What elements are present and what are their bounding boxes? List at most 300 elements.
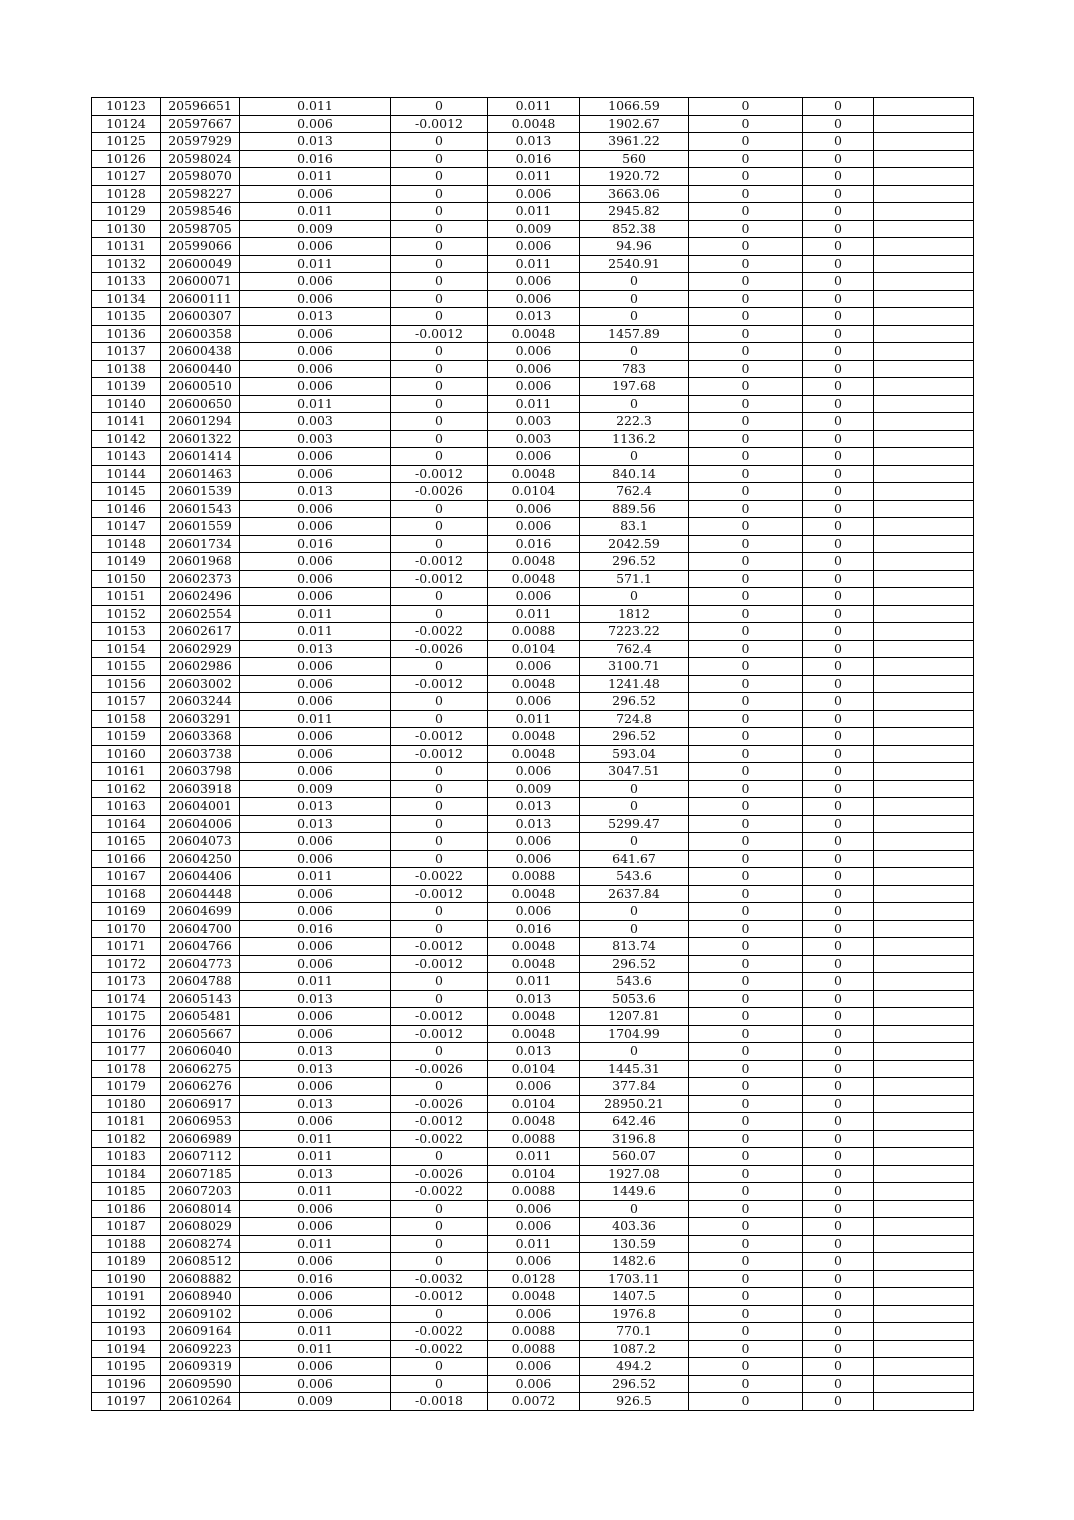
empty-cell: [874, 1305, 974, 1323]
rate-cell: 0.013: [240, 1043, 391, 1061]
id-cell: 20601968: [161, 553, 240, 571]
table-row: [92, 413, 974, 431]
net-rate-cell: 0.0088: [488, 1340, 580, 1358]
empty-cell: [874, 728, 974, 746]
adjustment-cell: 0: [391, 255, 488, 273]
net-rate-cell: 0.006: [488, 693, 580, 711]
table-row: [92, 483, 974, 501]
adjustment-cell: 0: [391, 1078, 488, 1096]
adjustment-cell: -0.0012: [391, 955, 488, 973]
rate-cell: 0.013: [240, 308, 391, 326]
row-number-cell: 10190: [92, 1270, 161, 1288]
id-cell: 20600510: [161, 378, 240, 396]
amount-cell: 0: [580, 308, 689, 326]
empty-cell: [874, 1008, 974, 1026]
net-rate-cell: 0.006: [488, 833, 580, 851]
row-number-cell: 10189: [92, 1253, 161, 1271]
value-a-cell: 0: [689, 938, 803, 956]
value-a-cell: 0: [689, 868, 803, 886]
value-a-cell: 0: [689, 500, 803, 518]
id-cell: 20605481: [161, 1008, 240, 1026]
rate-cell: 0.006: [240, 378, 391, 396]
adjustment-cell: -0.0022: [391, 1183, 488, 1201]
amount-cell: 762.4: [580, 640, 689, 658]
id-cell: 20598227: [161, 185, 240, 203]
value-a-cell: 0: [689, 238, 803, 256]
value-a-cell: 0: [689, 710, 803, 728]
table-row: [92, 553, 974, 571]
value-a-cell: 0: [689, 220, 803, 238]
row-number-cell: 10136: [92, 325, 161, 343]
adjustment-cell: -0.0012: [391, 1008, 488, 1026]
id-cell: 20608014: [161, 1200, 240, 1218]
adjustment-cell: 0: [391, 1305, 488, 1323]
value-b-cell: 0: [803, 903, 874, 921]
rate-cell: 0.006: [240, 1200, 391, 1218]
row-number-cell: 10197: [92, 1393, 161, 1411]
net-rate-cell: 0.0048: [488, 938, 580, 956]
row-number-cell: 10168: [92, 885, 161, 903]
net-rate-cell: 0.006: [488, 658, 580, 676]
row-number-cell: 10172: [92, 955, 161, 973]
net-rate-cell: 0.013: [488, 308, 580, 326]
table-row: [92, 1165, 974, 1183]
table-row: [92, 763, 974, 781]
adjustment-cell: 0: [391, 395, 488, 413]
net-rate-cell: 0.006: [488, 1200, 580, 1218]
table-row: [92, 255, 974, 273]
value-a-cell: 0: [689, 518, 803, 536]
id-cell: 20598070: [161, 168, 240, 186]
adjustment-cell: 0: [391, 535, 488, 553]
net-rate-cell: 0.0048: [488, 325, 580, 343]
amount-cell: 560: [580, 150, 689, 168]
table-row: [92, 693, 974, 711]
empty-cell: [874, 185, 974, 203]
amount-cell: 0: [580, 395, 689, 413]
table-row: [92, 115, 974, 133]
amount-cell: 3047.51: [580, 763, 689, 781]
amount-cell: 2540.91: [580, 255, 689, 273]
adjustment-cell: 0: [391, 798, 488, 816]
table-row: [92, 1288, 974, 1306]
rate-cell: 0.006: [240, 763, 391, 781]
amount-cell: 852.38: [580, 220, 689, 238]
value-b-cell: 0: [803, 255, 874, 273]
empty-cell: [874, 1393, 974, 1411]
value-b-cell: 0: [803, 1305, 874, 1323]
value-a-cell: 0: [689, 833, 803, 851]
value-a-cell: 0: [689, 448, 803, 466]
amount-cell: 1457.89: [580, 325, 689, 343]
empty-cell: [874, 815, 974, 833]
empty-cell: [874, 1060, 974, 1078]
adjustment-cell: 0: [391, 185, 488, 203]
id-cell: 20600071: [161, 273, 240, 291]
value-b-cell: 0: [803, 973, 874, 991]
rate-cell: 0.006: [240, 290, 391, 308]
row-number-cell: 10194: [92, 1340, 161, 1358]
net-rate-cell: 0.006: [488, 518, 580, 536]
adjustment-cell: 0: [391, 903, 488, 921]
value-b-cell: 0: [803, 290, 874, 308]
adjustment-cell: 0: [391, 780, 488, 798]
table-row: [92, 850, 974, 868]
empty-cell: [874, 518, 974, 536]
value-b-cell: 0: [803, 483, 874, 501]
id-cell: 20603918: [161, 780, 240, 798]
net-rate-cell: 0.013: [488, 798, 580, 816]
amount-cell: 222.3: [580, 413, 689, 431]
id-cell: 20600358: [161, 325, 240, 343]
table-row: [92, 1340, 974, 1358]
row-number-cell: 10137: [92, 343, 161, 361]
id-cell: 20598024: [161, 150, 240, 168]
amount-cell: 0: [580, 798, 689, 816]
rate-cell: 0.011: [240, 168, 391, 186]
net-rate-cell: 0.003: [488, 413, 580, 431]
value-b-cell: 0: [803, 623, 874, 641]
amount-cell: 3663.06: [580, 185, 689, 203]
net-rate-cell: 0.011: [488, 710, 580, 728]
row-number-cell: 10139: [92, 378, 161, 396]
value-b-cell: 0: [803, 1235, 874, 1253]
table-row: [92, 150, 974, 168]
rate-cell: 0.006: [240, 1008, 391, 1026]
id-cell: 20600650: [161, 395, 240, 413]
row-number-cell: 10179: [92, 1078, 161, 1096]
table-row: [92, 1130, 974, 1148]
rate-cell: 0.011: [240, 98, 391, 116]
net-rate-cell: 0.013: [488, 990, 580, 1008]
empty-cell: [874, 833, 974, 851]
value-b-cell: 0: [803, 1148, 874, 1166]
row-number-cell: 10187: [92, 1218, 161, 1236]
row-number-cell: 10132: [92, 255, 161, 273]
empty-cell: [874, 1340, 974, 1358]
table-row: [92, 1235, 974, 1253]
adjustment-cell: -0.0026: [391, 640, 488, 658]
amount-cell: 642.46: [580, 1113, 689, 1131]
net-rate-cell: 0.013: [488, 133, 580, 151]
value-a-cell: 0: [689, 1218, 803, 1236]
id-cell: 20601414: [161, 448, 240, 466]
value-a-cell: 0: [689, 308, 803, 326]
amount-cell: 197.68: [580, 378, 689, 396]
rate-cell: 0.011: [240, 1148, 391, 1166]
value-b-cell: 0: [803, 920, 874, 938]
table-row: [92, 325, 974, 343]
empty-cell: [874, 955, 974, 973]
id-cell: 20601543: [161, 500, 240, 518]
adjustment-cell: 0: [391, 203, 488, 221]
id-cell: 20601559: [161, 518, 240, 536]
row-number-cell: 10182: [92, 1130, 161, 1148]
value-b-cell: 0: [803, 133, 874, 151]
adjustment-cell: 0: [391, 290, 488, 308]
amount-cell: 0: [580, 833, 689, 851]
value-a-cell: 0: [689, 115, 803, 133]
net-rate-cell: 0.0048: [488, 1288, 580, 1306]
table-row: [92, 903, 974, 921]
net-rate-cell: 0.011: [488, 395, 580, 413]
data-table: [91, 97, 974, 1411]
empty-cell: [874, 325, 974, 343]
value-b-cell: 0: [803, 1008, 874, 1026]
adjustment-cell: 0: [391, 990, 488, 1008]
value-b-cell: 0: [803, 273, 874, 291]
rate-cell: 0.006: [240, 238, 391, 256]
value-b-cell: 0: [803, 203, 874, 221]
id-cell: 20608940: [161, 1288, 240, 1306]
value-b-cell: 0: [803, 710, 874, 728]
empty-cell: [874, 1375, 974, 1393]
table-row: [92, 815, 974, 833]
net-rate-cell: 0.0104: [488, 1165, 580, 1183]
amount-cell: 0: [580, 1043, 689, 1061]
row-number-cell: 10150: [92, 570, 161, 588]
value-a-cell: 0: [689, 535, 803, 553]
adjustment-cell: -0.0012: [391, 675, 488, 693]
net-rate-cell: 0.0048: [488, 728, 580, 746]
net-rate-cell: 0.006: [488, 1375, 580, 1393]
value-b-cell: 0: [803, 588, 874, 606]
value-a-cell: 0: [689, 1200, 803, 1218]
value-b-cell: 0: [803, 98, 874, 116]
value-b-cell: 0: [803, 1060, 874, 1078]
table-row: [92, 1008, 974, 1026]
rate-cell: 0.006: [240, 675, 391, 693]
amount-cell: 94.96: [580, 238, 689, 256]
row-number-cell: 10128: [92, 185, 161, 203]
rate-cell: 0.006: [240, 1375, 391, 1393]
rate-cell: 0.011: [240, 255, 391, 273]
table-row: [92, 518, 974, 536]
id-cell: 20601539: [161, 483, 240, 501]
id-cell: 20600440: [161, 360, 240, 378]
empty-cell: [874, 990, 974, 1008]
value-b-cell: 0: [803, 1165, 874, 1183]
amount-cell: 3100.71: [580, 658, 689, 676]
id-cell: 20597667: [161, 115, 240, 133]
rate-cell: 0.003: [240, 430, 391, 448]
row-number-cell: 10161: [92, 763, 161, 781]
empty-cell: [874, 710, 974, 728]
value-b-cell: 0: [803, 1358, 874, 1376]
adjustment-cell: -0.0012: [391, 728, 488, 746]
empty-cell: [874, 640, 974, 658]
empty-cell: [874, 1183, 974, 1201]
adjustment-cell: -0.0032: [391, 1270, 488, 1288]
row-number-cell: 10134: [92, 290, 161, 308]
value-b-cell: 0: [803, 1393, 874, 1411]
value-b-cell: 0: [803, 448, 874, 466]
net-rate-cell: 0.0088: [488, 623, 580, 641]
adjustment-cell: -0.0022: [391, 1323, 488, 1341]
id-cell: 20605143: [161, 990, 240, 1008]
value-b-cell: 0: [803, 1270, 874, 1288]
empty-cell: [874, 605, 974, 623]
net-rate-cell: 0.006: [488, 1078, 580, 1096]
table-row: [92, 1095, 974, 1113]
adjustment-cell: 0: [391, 658, 488, 676]
table-row: [92, 1393, 974, 1411]
value-a-cell: 0: [689, 798, 803, 816]
adjustment-cell: 0: [391, 360, 488, 378]
table-row: [92, 360, 974, 378]
amount-cell: 0: [580, 273, 689, 291]
id-cell: 20609164: [161, 1323, 240, 1341]
value-a-cell: 0: [689, 1270, 803, 1288]
adjustment-cell: 0: [391, 1148, 488, 1166]
amount-cell: 28950.21: [580, 1095, 689, 1113]
table-row: [92, 728, 974, 746]
table-row: [92, 185, 974, 203]
value-a-cell: 0: [689, 553, 803, 571]
net-rate-cell: 0.011: [488, 1235, 580, 1253]
amount-cell: 296.52: [580, 728, 689, 746]
empty-cell: [874, 745, 974, 763]
amount-cell: 1207.81: [580, 1008, 689, 1026]
net-rate-cell: 0.006: [488, 360, 580, 378]
row-number-cell: 10130: [92, 220, 161, 238]
amount-cell: 0: [580, 290, 689, 308]
value-a-cell: 0: [689, 588, 803, 606]
rate-cell: 0.011: [240, 973, 391, 991]
amount-cell: 494.2: [580, 1358, 689, 1376]
row-number-cell: 10160: [92, 745, 161, 763]
empty-cell: [874, 868, 974, 886]
adjustment-cell: -0.0012: [391, 553, 488, 571]
net-rate-cell: 0.0048: [488, 1025, 580, 1043]
amount-cell: 560.07: [580, 1148, 689, 1166]
amount-cell: 762.4: [580, 483, 689, 501]
net-rate-cell: 0.0088: [488, 1183, 580, 1201]
amount-cell: 1927.08: [580, 1165, 689, 1183]
id-cell: 20602617: [161, 623, 240, 641]
empty-cell: [874, 255, 974, 273]
row-number-cell: 10153: [92, 623, 161, 641]
value-a-cell: 0: [689, 325, 803, 343]
row-number-cell: 10129: [92, 203, 161, 221]
row-number-cell: 10176: [92, 1025, 161, 1043]
id-cell: 20596651: [161, 98, 240, 116]
value-b-cell: 0: [803, 378, 874, 396]
id-cell: 20608512: [161, 1253, 240, 1271]
rate-cell: 0.006: [240, 465, 391, 483]
value-b-cell: 0: [803, 763, 874, 781]
net-rate-cell: 0.006: [488, 185, 580, 203]
amount-cell: 571.1: [580, 570, 689, 588]
empty-cell: [874, 535, 974, 553]
value-b-cell: 0: [803, 658, 874, 676]
adjustment-cell: 0: [391, 763, 488, 781]
value-a-cell: 0: [689, 98, 803, 116]
rate-cell: 0.006: [240, 938, 391, 956]
net-rate-cell: 0.011: [488, 255, 580, 273]
rate-cell: 0.011: [240, 623, 391, 641]
id-cell: 20603738: [161, 745, 240, 763]
rate-cell: 0.013: [240, 1165, 391, 1183]
value-a-cell: 0: [689, 1095, 803, 1113]
table-row: [92, 798, 974, 816]
row-number-cell: 10178: [92, 1060, 161, 1078]
value-b-cell: 0: [803, 395, 874, 413]
id-cell: 20604699: [161, 903, 240, 921]
id-cell: 20604001: [161, 798, 240, 816]
rate-cell: 0.006: [240, 955, 391, 973]
row-number-cell: 10151: [92, 588, 161, 606]
amount-cell: 1902.67: [580, 115, 689, 133]
id-cell: 20607203: [161, 1183, 240, 1201]
rate-cell: 0.013: [240, 133, 391, 151]
empty-cell: [874, 675, 974, 693]
empty-cell: [874, 885, 974, 903]
empty-cell: [874, 413, 974, 431]
rate-cell: 0.011: [240, 1235, 391, 1253]
row-number-cell: 10124: [92, 115, 161, 133]
value-b-cell: 0: [803, 675, 874, 693]
id-cell: 20606040: [161, 1043, 240, 1061]
value-b-cell: 0: [803, 150, 874, 168]
value-a-cell: 0: [689, 745, 803, 763]
amount-cell: 130.59: [580, 1235, 689, 1253]
adjustment-cell: 0: [391, 448, 488, 466]
empty-cell: [874, 780, 974, 798]
adjustment-cell: -0.0012: [391, 938, 488, 956]
net-rate-cell: 0.011: [488, 1148, 580, 1166]
value-a-cell: 0: [689, 1043, 803, 1061]
table-row: [92, 833, 974, 851]
net-rate-cell: 0.0048: [488, 885, 580, 903]
empty-cell: [874, 273, 974, 291]
id-cell: 20607112: [161, 1148, 240, 1166]
rate-cell: 0.006: [240, 518, 391, 536]
adjustment-cell: -0.0026: [391, 483, 488, 501]
adjustment-cell: -0.0012: [391, 885, 488, 903]
row-number-cell: 10157: [92, 693, 161, 711]
id-cell: 20609590: [161, 1375, 240, 1393]
value-b-cell: 0: [803, 728, 874, 746]
row-number-cell: 10143: [92, 448, 161, 466]
amount-cell: 724.8: [580, 710, 689, 728]
rate-cell: 0.006: [240, 325, 391, 343]
adjustment-cell: -0.0022: [391, 1340, 488, 1358]
value-b-cell: 0: [803, 868, 874, 886]
empty-cell: [874, 1043, 974, 1061]
value-b-cell: 0: [803, 955, 874, 973]
row-number-cell: 10125: [92, 133, 161, 151]
net-rate-cell: 0.006: [488, 273, 580, 291]
value-a-cell: 0: [689, 413, 803, 431]
row-number-cell: 10170: [92, 920, 161, 938]
value-a-cell: 0: [689, 1060, 803, 1078]
value-b-cell: 0: [803, 185, 874, 203]
row-number-cell: 10142: [92, 430, 161, 448]
amount-cell: 2637.84: [580, 885, 689, 903]
rate-cell: 0.006: [240, 500, 391, 518]
table-row: [92, 1218, 974, 1236]
adjustment-cell: 0: [391, 220, 488, 238]
id-cell: 20607185: [161, 1165, 240, 1183]
rate-cell: 0.006: [240, 1113, 391, 1131]
empty-cell: [874, 553, 974, 571]
amount-cell: 770.1: [580, 1323, 689, 1341]
adjustment-cell: 0: [391, 1253, 488, 1271]
table-row: [92, 1323, 974, 1341]
net-rate-cell: 0.011: [488, 203, 580, 221]
rate-cell: 0.006: [240, 1253, 391, 1271]
